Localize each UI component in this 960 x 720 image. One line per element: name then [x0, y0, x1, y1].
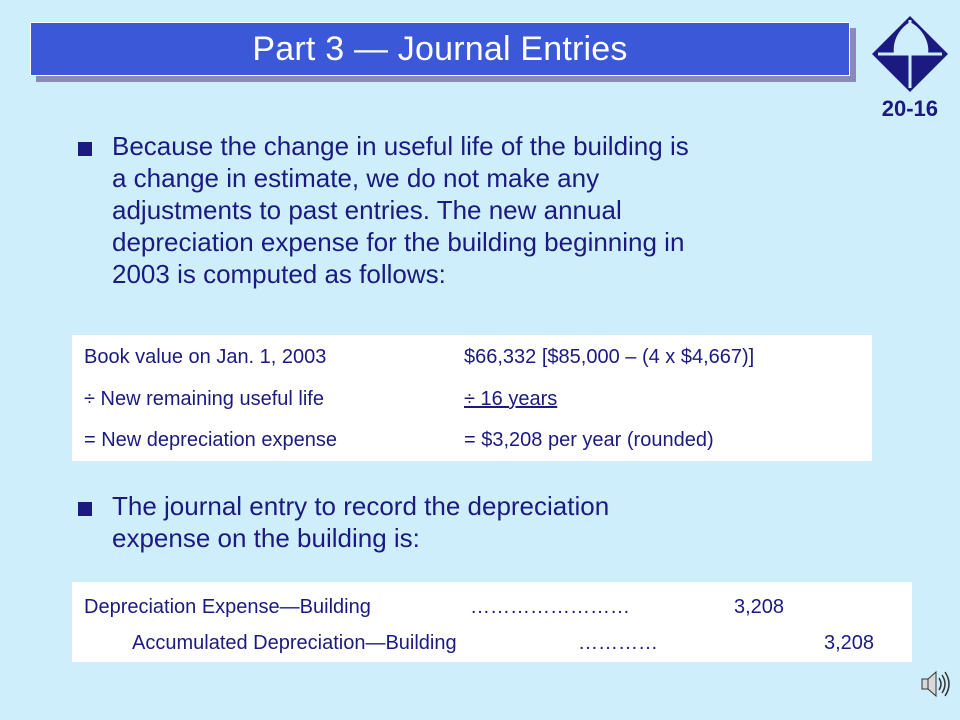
diamond-logo-icon [870, 14, 950, 94]
calc-value-new-expense: = $3,208 per year (rounded) [464, 429, 714, 451]
bullet-2-line: expense on the building is: [112, 523, 420, 553]
calc-label-book-value: Book value on Jan. 1, 2003 [84, 346, 327, 368]
bullet-1-line: a change in estimate, we do not make any [112, 163, 600, 193]
calc-value-book-value: $66,332 [$85,000 – (4 x $4,667)] [464, 346, 755, 368]
journal-credit-leader: ………… [578, 632, 658, 654]
bullet-marker [78, 502, 92, 516]
title-bar [30, 22, 850, 76]
bullet-2-text [112, 490, 609, 554]
bullet-marker [78, 142, 92, 156]
journal-debit-amount: 3,208 [734, 596, 785, 618]
journal-credit-account: Accumulated Depreciation—Building [132, 632, 457, 654]
page-number: 20-16 [881, 96, 938, 121]
bullet-1-text [112, 130, 689, 290]
bullet-2-line: The journal entry to record the depreciation [112, 491, 610, 521]
calculation-box [72, 335, 872, 461]
bullet-1-line: 2003 is computed as follows: [112, 259, 446, 289]
bullet-1-line: Because the change in useful life of the building is [112, 131, 689, 161]
speaker-icon[interactable] [918, 666, 954, 702]
calc-value-remaining-life: ÷ 16 years [464, 388, 558, 410]
calc-label-remaining-life: ÷ New remaining useful life [84, 388, 324, 410]
journal-credit-amount: 3,208 [824, 632, 875, 654]
journal-debit-leader: …………………… [470, 596, 630, 618]
slide-title: Part 3 — Journal Entries [252, 29, 628, 68]
bullet-1-line: adjustments to past entries. The new annual [112, 195, 622, 225]
bullet-1-line: depreciation expense for the building beginning in [112, 227, 685, 257]
journal-entry-box [72, 582, 912, 662]
journal-debit-account: Depreciation Expense—Building [84, 596, 371, 618]
calc-label-new-expense: = New depreciation expense [84, 429, 337, 451]
